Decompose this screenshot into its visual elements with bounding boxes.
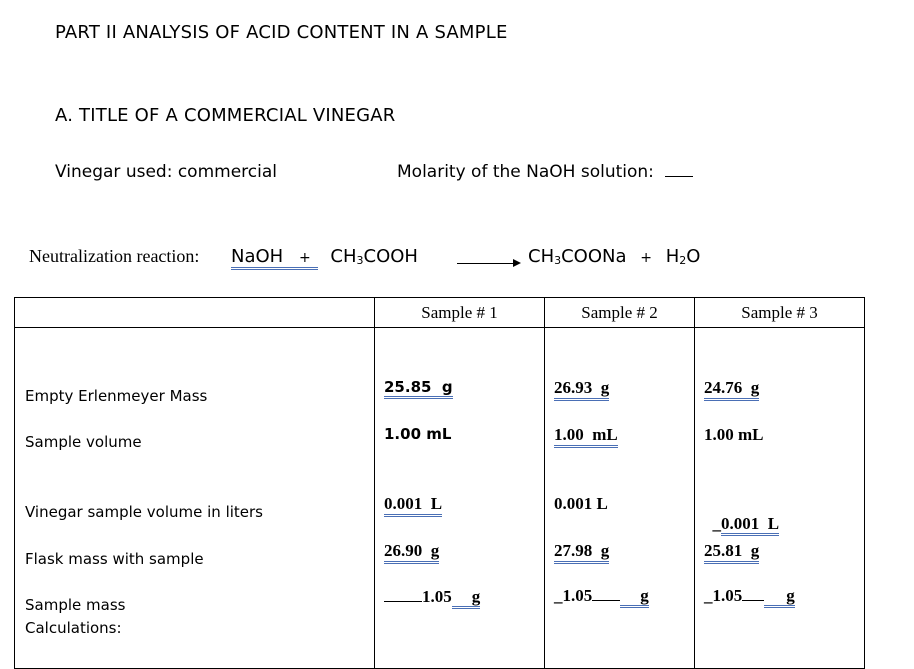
vinegar-used-label: Vinegar used: commercial: [55, 162, 277, 182]
reaction-products: [528, 246, 700, 267]
naoh-text: NaOH: [231, 246, 284, 267]
s3-sample-mass[interactable]: [704, 586, 795, 606]
data-table: [14, 297, 865, 669]
s2-sample-mass-unit: g: [620, 586, 649, 608]
table-header-row: [15, 298, 865, 328]
s3-sample-mass-unit: g: [764, 586, 795, 608]
row-label-flask-mass: Flask mass with sample: [25, 550, 204, 568]
header-sample-1: Sample # 1: [375, 298, 545, 328]
s3-volume-liters[interactable]: [704, 494, 779, 534]
reactant-acetic-acid: $CH_3COOH$: [330, 246, 418, 267]
s1-sample-mass[interactable]: [384, 587, 480, 607]
molarity-label: [397, 162, 693, 182]
s3-blank: [742, 586, 764, 601]
s2-sample-mass[interactable]: [554, 586, 649, 606]
s3-volume-value: 0.001 L: [721, 514, 779, 536]
plus-sign-2: +: [640, 250, 652, 266]
reaction-line: [29, 246, 199, 267]
row-label-empty-mass: Empty Erlenmeyer Mass: [25, 387, 208, 405]
s3-volume-prefix: _: [712, 514, 721, 533]
s1-sample-mass-unit: g: [452, 587, 481, 609]
molarity-text: Molarity of the NaOH solution:: [397, 162, 654, 182]
reactant-naoh: [231, 246, 318, 270]
s2-volume-liters[interactable]: 0.001 L: [554, 494, 608, 513]
header-sample-2: Sample # 2: [545, 298, 695, 328]
s3-sample-mass-value: _1.05: [704, 586, 743, 605]
s1-flask-mass[interactable]: 26.90 g: [384, 541, 439, 564]
s2-sample-mass-value: _1.05: [554, 586, 593, 605]
s1-empty-mass[interactable]: 25.85 g: [384, 378, 453, 399]
reaction-label: Neutralization reaction:: [29, 246, 200, 266]
molarity-blank[interactable]: [665, 162, 693, 177]
row-label-volume-liters: Vinegar sample volume in liters: [25, 503, 263, 521]
s3-empty-mass[interactable]: 24.76 g: [704, 378, 759, 401]
s3-sample-volume[interactable]: 1.00 mL: [704, 425, 764, 444]
s2-flask-mass[interactable]: 27.98 g: [554, 541, 609, 564]
product-sodium-acetate: $CH_3COONa$: [528, 246, 627, 267]
part-title: PART II ANALYSIS OF ACID CONTENT IN A SAMPLE: [55, 22, 508, 43]
s1-sample-mass-value: 1.05: [422, 587, 452, 606]
labels-cell: [15, 328, 375, 669]
row-label-calculations: Calculations:: [25, 619, 122, 637]
s2-blank: [592, 586, 620, 601]
reaction-equation: [231, 246, 418, 267]
row-label-sample-volume: Sample volume: [25, 433, 142, 451]
plus-sign-1: +: [298, 250, 311, 266]
s1-sample-volume[interactable]: 1.00 mL: [384, 425, 452, 443]
section-title: A. TITLE OF A COMMERCIAL VINEGAR: [55, 105, 396, 126]
reaction-arrow: [457, 263, 515, 264]
s1-volume-liters[interactable]: 0.001 L: [384, 494, 442, 517]
product-water: $H_2O$: [665, 246, 701, 267]
s3-flask-mass[interactable]: 25.81 g: [704, 541, 759, 564]
s1-blank: [384, 587, 422, 602]
header-empty: [15, 298, 375, 328]
header-sample-3: Sample # 3: [695, 298, 865, 328]
row-label-sample-mass: Sample mass: [25, 596, 126, 614]
s2-sample-volume[interactable]: 1.00 mL: [554, 425, 618, 448]
s2-empty-mass[interactable]: 26.93 g: [554, 378, 609, 401]
